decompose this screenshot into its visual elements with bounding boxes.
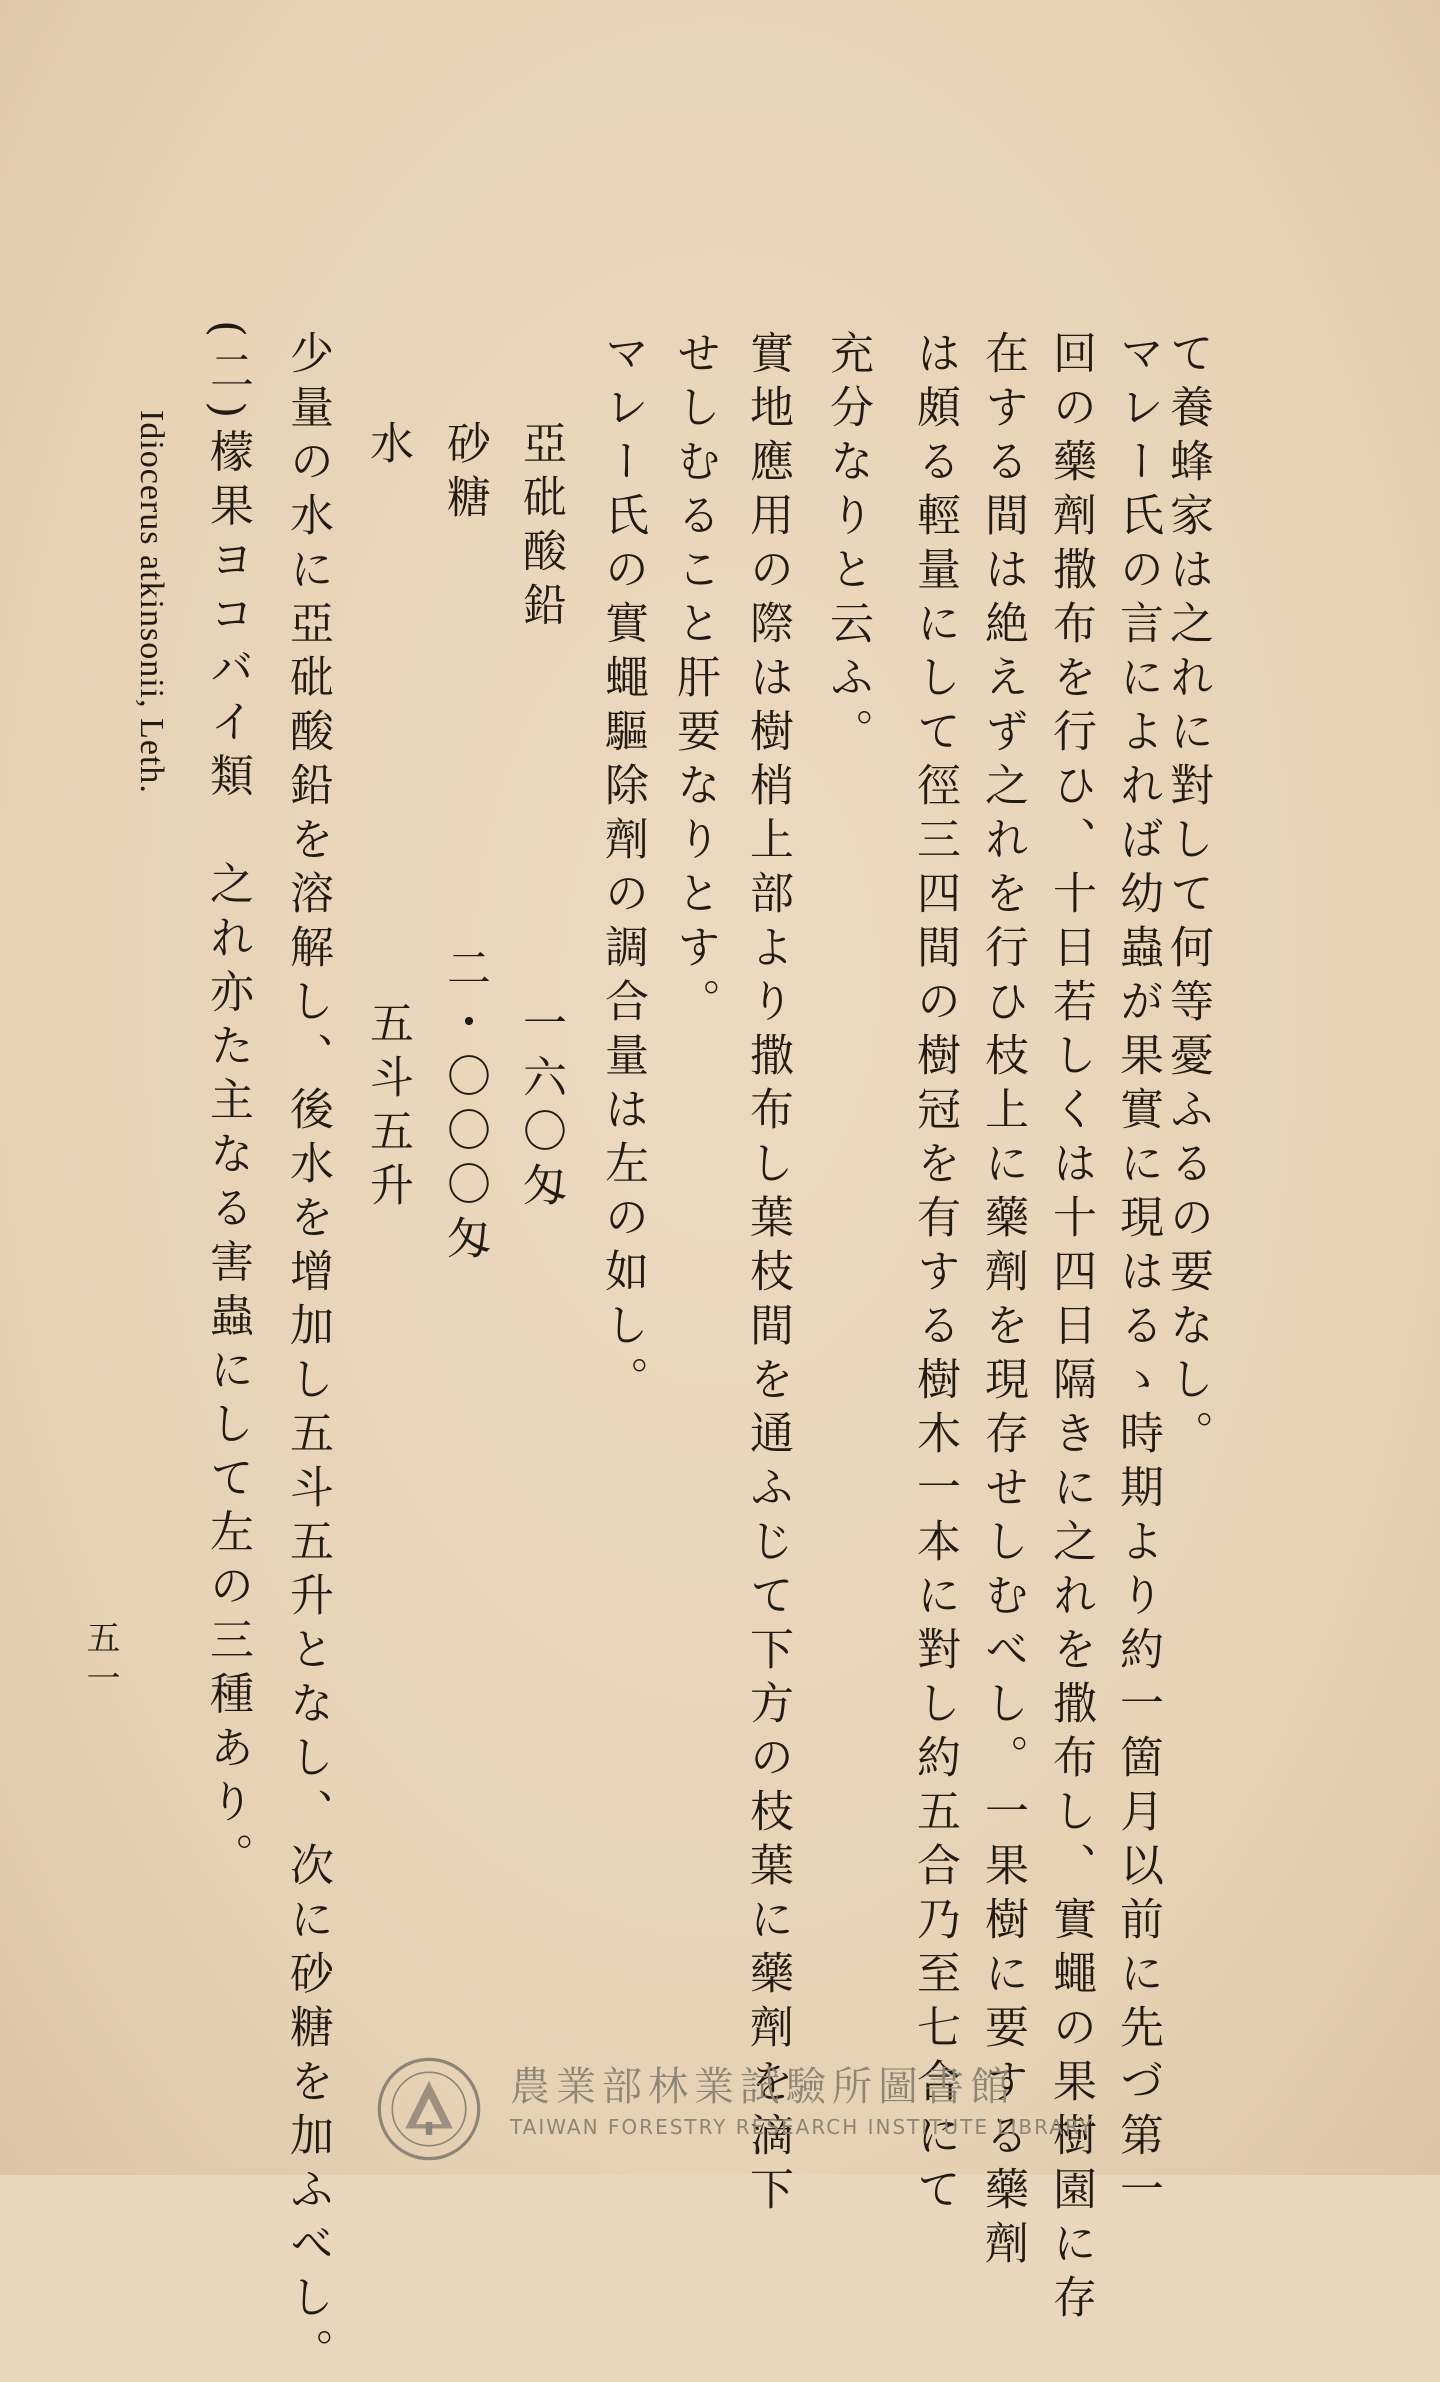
text-column-4: 在する間は絶えず之れを行ひ枝上に藥劑を現存せしむべし。一果樹に要する藥劑 [977, 330, 1028, 2274]
text-column-5: は頗る輕量にして徑三四間の樹冠を有する樹木一本に對し約五合乃至七合にて [909, 330, 960, 2220]
text-column-instructions: 少量の水に亞砒酸鉛を溶解し、後水を增加し五斗五升となし、次に砂糖を加ふべし。 [282, 330, 333, 2382]
recipe-item-arsenate: 亞砒酸鉛 [515, 420, 566, 636]
library-seal-icon [375, 2055, 483, 2163]
text-column-7: 實地應用の際は樹梢上部より撒布し葉枝間を通ふじて下方の枝葉に藥劑を滴下 [742, 330, 793, 2220]
page-number: 五一 [80, 1620, 120, 1700]
recipe-item-sugar: 砂糖 [439, 420, 490, 528]
section-heading-leafhoppers: (二)檬果ヨコバイ類 之れ亦た主なる害蟲にして左の三種あり。 [202, 320, 253, 1887]
library-name-english: TAIWAN FORESTRY RESEARCH INSTITUTE LIBRARY [510, 2115, 1094, 2139]
text-column-1: て養蜂家は之れに對して何等憂ふるの要なし。 [1162, 330, 1213, 1464]
species-name: Idiocerus atkinsonii, Leth. [133, 410, 170, 794]
text-column-9: マレー氏の實蠅驅除劑の調合量は左の如し。 [597, 330, 648, 1410]
text-column-6: 充分なりと云ふ。 [822, 330, 873, 762]
text-column-2: マレー氏の言によれば幼蟲が果實に現はるゝ時期より約一箇月以前に先づ第一 [1112, 330, 1163, 2220]
text-column-3: 回の藥劑撒布を行ひ、十日若しくは十四日隔きに之れを撒布し、實蠅の果樹園に存 [1045, 330, 1096, 2328]
text-column-8: せしむること肝要なりとす。 [669, 330, 720, 1032]
recipe-item-water: 水 [362, 420, 413, 474]
recipe-value-sugar: 二・〇〇〇匁 [439, 945, 490, 1269]
recipe-value-arsenate: 一六〇匁 [515, 1000, 566, 1216]
library-name-chinese: 農業部林業試驗所圖書館 [510, 2064, 1016, 2110]
recipe-value-water: 五斗五升 [362, 1000, 413, 1216]
